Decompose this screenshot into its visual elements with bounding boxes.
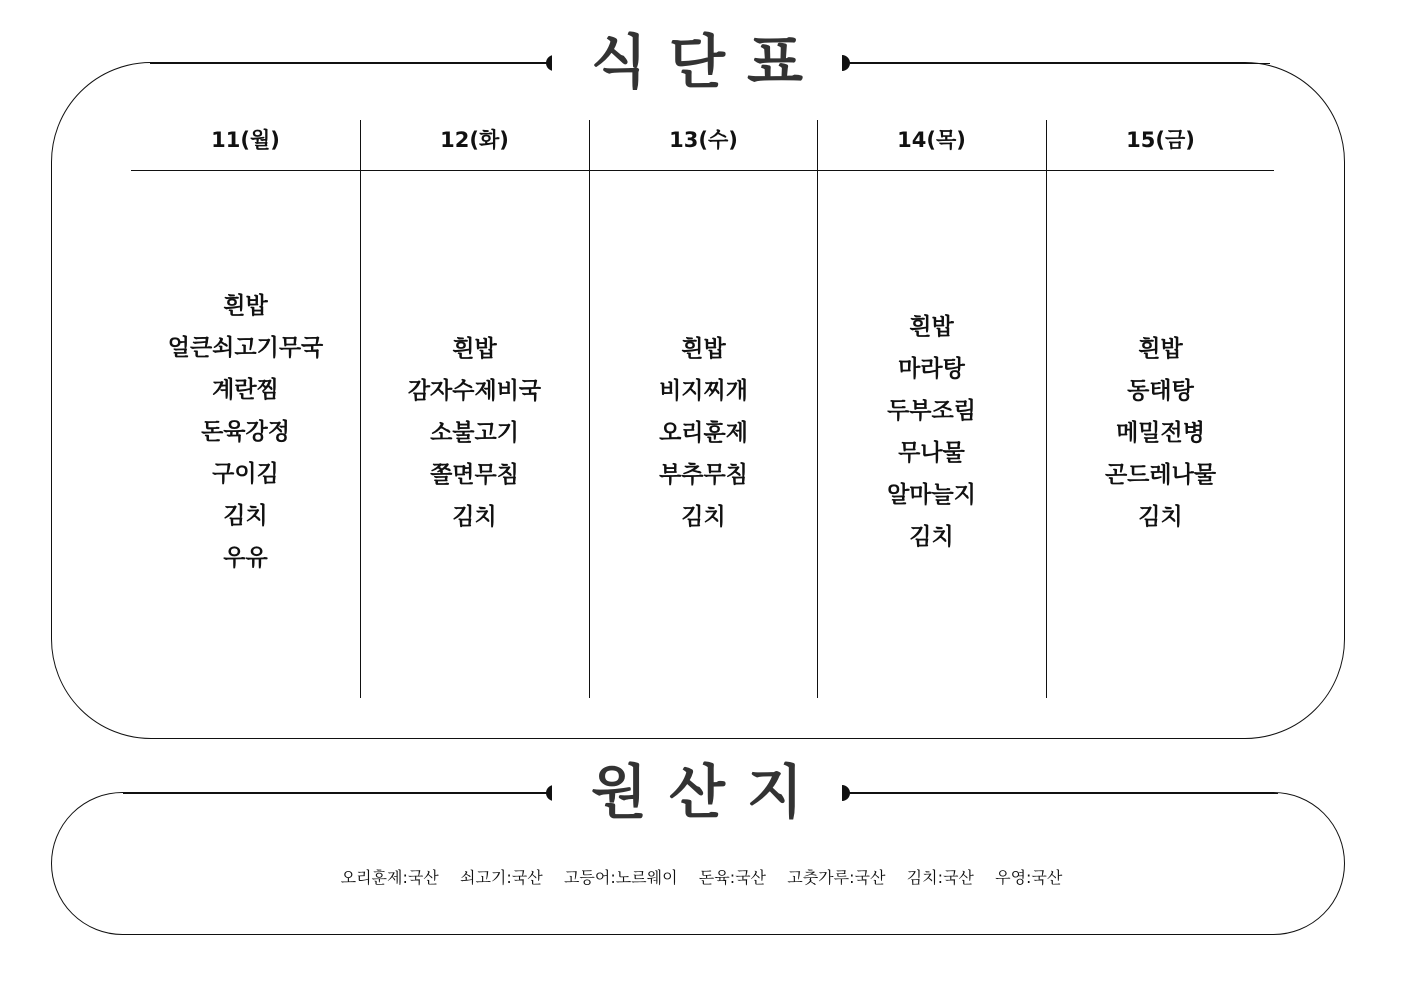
origin-title: 원산지 bbox=[552, 757, 842, 827]
menu-item: 얼큰쇠고기무국 bbox=[167, 335, 324, 361]
menu-title: 식단표 bbox=[552, 27, 842, 97]
menu-item: 돈육강정 bbox=[201, 419, 290, 445]
day-header-tue: 12(화) bbox=[440, 128, 509, 152]
day-header-thu: 14(목) bbox=[897, 128, 966, 152]
menu-item: 김치 bbox=[909, 524, 954, 550]
menu-item: 김치 bbox=[223, 503, 268, 529]
menu-item: 흰밥 bbox=[1138, 336, 1183, 362]
title-line-left bbox=[123, 793, 552, 794]
title-line-left bbox=[150, 63, 552, 64]
menu-item: 감자수제비국 bbox=[407, 378, 542, 404]
menu-list-thu bbox=[817, 306, 1046, 558]
origin-list: 오리훈제:국산 쇠고기:국산 고등어:노르웨이 돈육:국산 고춧가루:국산 김치:국산 우영:국산 bbox=[340, 868, 1063, 887]
menu-list-fri bbox=[1046, 328, 1275, 538]
menu-list-tue bbox=[360, 328, 589, 538]
menu-item: 무나물 bbox=[898, 440, 965, 466]
menu-item: 메밀전병 bbox=[1116, 420, 1205, 446]
menu-list-wed bbox=[589, 328, 818, 538]
menu-list-mon bbox=[131, 285, 360, 579]
menu-item: 흰밥 bbox=[681, 336, 726, 362]
menu-item: 김치 bbox=[681, 504, 726, 530]
menu-item: 오리훈제 bbox=[659, 420, 748, 446]
menu-item: 알마늘지 bbox=[887, 482, 976, 508]
menu-item: 흰밥 bbox=[223, 293, 268, 319]
menu-item: 두부조림 bbox=[887, 398, 976, 424]
menu-item: 비지찌개 bbox=[659, 378, 748, 404]
title-line-right bbox=[850, 63, 1270, 64]
menu-item: 소불고기 bbox=[430, 420, 519, 446]
menu-item: 김치 bbox=[1138, 504, 1183, 530]
menu-item: 동태탕 bbox=[1127, 378, 1194, 404]
menu-item: 흰밥 bbox=[452, 336, 497, 362]
menu-item: 흰밥 bbox=[909, 314, 954, 340]
menu-item: 쫄면무침 bbox=[430, 462, 519, 488]
day-header-wed: 13(수) bbox=[669, 128, 738, 152]
menu-item: 구이김 bbox=[212, 461, 279, 487]
day-header-mon: 11(월) bbox=[211, 128, 280, 152]
header-divider bbox=[131, 170, 1274, 171]
menu-item: 부추무침 bbox=[659, 462, 748, 488]
menu-item: 곤드레나물 bbox=[1104, 462, 1217, 488]
menu-item: 계란찜 bbox=[212, 377, 279, 403]
title-line-right bbox=[850, 793, 1278, 794]
day-header-fri: 15(금) bbox=[1126, 128, 1195, 152]
menu-item: 김치 bbox=[452, 504, 497, 530]
menu-item: 마라탕 bbox=[898, 356, 965, 382]
menu-item: 우유 bbox=[223, 545, 268, 571]
